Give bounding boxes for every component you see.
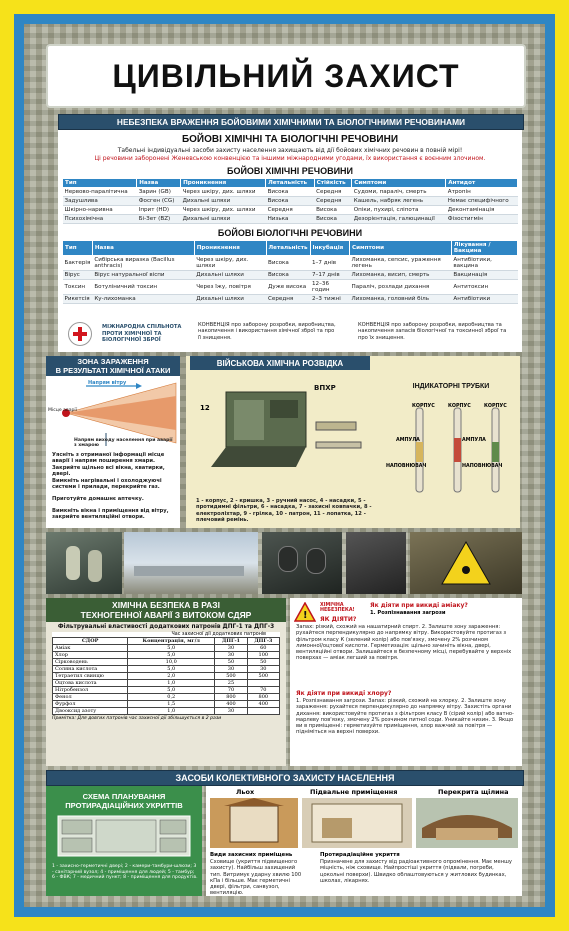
- filter-row: [53, 694, 280, 701]
- filter-row: [53, 666, 280, 673]
- table-cell: Через шкіру, дих. шляхи: [181, 206, 266, 215]
- table-cell: Зарин (GB): [137, 188, 181, 197]
- table-cell: Сірководень: [53, 659, 128, 666]
- table-cell: Середня: [314, 197, 352, 206]
- table-cell: Через їжу, повітря: [194, 280, 266, 295]
- table-cell: Антибіотики, вакцина: [451, 256, 517, 271]
- chem-agents-table: [62, 178, 518, 224]
- filter-row: [53, 652, 280, 659]
- table-cell: Низька: [266, 215, 315, 224]
- poster-title: ЦИВІЛЬНИЙ ЗАХИСТ: [112, 57, 460, 94]
- shelter-floorplan: [56, 814, 192, 860]
- shelter-scheme-panel: [46, 786, 202, 896]
- table-cell: Ку-лихоманка: [92, 295, 194, 304]
- zone-text-2: Вимкніть нагрівальні і охолоджуючі системи і прилади, перекрийте газ.: [52, 478, 162, 491]
- table-cell: 1,0: [128, 708, 215, 715]
- tube-3: [492, 408, 499, 492]
- table-cell: Лихоманка, висип, смерть: [350, 271, 452, 280]
- bio-agent-row: [63, 271, 518, 280]
- table-cell: Бактерія: [63, 256, 93, 271]
- indicator-tubes: [408, 402, 508, 498]
- col-header: Назва: [92, 241, 194, 256]
- kit-compartment: [234, 400, 264, 440]
- filter-row: [53, 659, 280, 666]
- table-cell: Висока: [266, 256, 310, 271]
- kit-base: [211, 447, 306, 467]
- col-header: Інкубація: [310, 241, 350, 256]
- tube-label-korpus-2: КОРПУС: [448, 404, 471, 409]
- zone-text-1: Уясніть з отриманої інформації місце аварії і напрям поширення хмари. Закрийте щільно всі вікна, кватирки, двері.: [52, 452, 165, 477]
- collective-banner: [46, 770, 524, 786]
- table-cell: Фосген (CG): [137, 197, 181, 206]
- tube-label-napovn-2: НАПОВНЮВАЧ: [462, 464, 503, 469]
- photo-radiation-sign: [410, 532, 522, 594]
- filter-table-title: Фільтрувальні властивості додаткових патронів ДПГ-1 та ДПГ-3: [57, 624, 275, 630]
- filter-row: [53, 701, 280, 708]
- filter-row: [53, 687, 280, 694]
- col-header: Симптоми: [352, 179, 446, 188]
- table-cell: Немає специфічного: [446, 197, 518, 206]
- col-header: Проникнення: [194, 241, 266, 256]
- table-cell: 60: [247, 645, 279, 652]
- table-cell: Дихальні шляхи: [181, 215, 266, 224]
- table-cell: Аміак: [53, 645, 128, 652]
- table-cell: Токсин: [63, 280, 93, 295]
- chem-agent-row: [63, 188, 518, 197]
- table-cell: [247, 680, 279, 687]
- table-cell: 2–3 тижні: [310, 295, 350, 304]
- table-cell: 30: [215, 666, 247, 673]
- table-cell: Шкірно-наривна: [63, 206, 137, 215]
- ammonia-title: Як діяти при викиді аміаку?: [370, 602, 468, 609]
- scheme-title: [46, 792, 202, 810]
- bio-agent-row: [63, 280, 518, 295]
- shelter-types-panel: [206, 786, 522, 896]
- col-header: Проникнення: [181, 179, 266, 188]
- table-cell: 1–7 днів: [310, 256, 350, 271]
- recon-panel: [186, 356, 520, 528]
- filter-row: [53, 708, 280, 715]
- table-cell: Тетраетил свинцю: [53, 673, 128, 680]
- scheme-legend: 1 - захисно-герметичні двері; 2 - камери-тамбури-шлюзи; 3 - санітарний вузол; 4 - приміщення для людей; 5 - тамбур; 6 - ФВК; 7 - медичний пункт; 8 - приміщення для продуктів.: [52, 864, 198, 881]
- table-cell: 100: [247, 652, 279, 659]
- table-cell: 400: [247, 701, 279, 708]
- table-cell: Фенол: [53, 694, 128, 701]
- table-cell: 30: [215, 652, 247, 659]
- table-cell: Задушлива: [63, 197, 137, 206]
- scheme-title-2: ПРОТИРАДІАЦІЙНИХ УКРИТТІВ: [65, 801, 183, 810]
- table-cell: Середня: [314, 188, 352, 197]
- table-cell: 500: [215, 673, 247, 680]
- chem-agents-title: БОЙОВІ ХІМІЧНІ РЕЧОВИНИ: [226, 166, 354, 176]
- wind-label: Напрям вітру: [88, 380, 127, 386]
- table-cell: 30: [247, 666, 279, 673]
- table-cell: Параліч, розлади дихання: [350, 280, 452, 295]
- org-label: МІЖНАРОДНА СПІЛЬНОТА ПРОТИ ХІМІЧНОЇ ТА БІОЛОГІЧНОЇ ЗБРОЇ: [102, 324, 182, 344]
- table-cell: 30: [215, 708, 247, 715]
- collective-banner-text: ЗАСОБИ КОЛЕКТИВНОГО ЗАХИСТУ НАСЕЛЕННЯ: [175, 773, 395, 783]
- ammonia-sub: 1. Розпізнавання загрози: [370, 610, 446, 616]
- tab-trench: Перекрита щілина: [438, 788, 509, 796]
- table-cell: Висока: [266, 188, 315, 197]
- table-cell: Атропін: [446, 188, 518, 197]
- table-cell: 800: [247, 694, 279, 701]
- col-header: Симптоми: [350, 241, 452, 256]
- tab-basement: Підвальне приміщення: [310, 788, 398, 796]
- vphr-kit-drawing: [196, 382, 376, 478]
- table-cell: 70: [247, 687, 279, 694]
- table-cell: Дихальні шляхи: [194, 271, 266, 280]
- svg-text:!: !: [303, 610, 308, 621]
- table-cell: Антитоксин: [451, 280, 517, 295]
- ammonia-text: Запах: різкий, схожий на нашатирний спирт. 2. Залиште зону зараження: рухайтеся перпендикулярно до напрямку вітру. Використовуйте протигаз з фільтром класу К (зелений колір) або пов'язку, змочену 2% розчином лимонної/оцтової кислоти. Герметизація: щільно зачиніть вікна, двері, вентиляційні отвори. Залишайтеся в безпечному місці, перебувайте у верхніх поверхах — аміак легший за повітря.: [296, 624, 512, 662]
- chem-agent-row: [63, 215, 518, 224]
- col-header: ДПГ-3: [247, 638, 279, 645]
- agents-intro-1: Табельні індивідуальні засоби захисту населення захищають від дії бойових хімічних речовин в повній мірі!: [117, 147, 463, 154]
- chem-safety-title-1: ХІМІЧНА БЕЗПЕКА В РАЗІ: [112, 600, 220, 610]
- table-cell: 500: [247, 673, 279, 680]
- filter-row: [53, 645, 280, 652]
- vphr-number-12: 12: [200, 404, 210, 412]
- photo-chemical-plant: [124, 532, 258, 594]
- photo-ship: [346, 532, 406, 594]
- trench-drawing: [416, 798, 518, 848]
- table-cell: Висока: [314, 206, 352, 215]
- col-header: Летальність: [266, 241, 310, 256]
- table-cell: Бі-Зет (BZ): [137, 215, 181, 224]
- chem-safety-title: [46, 598, 286, 622]
- col-header: Концентрація, мг/л: [128, 638, 215, 645]
- chem-action-panel: [290, 598, 522, 766]
- warning-icon: [294, 602, 316, 622]
- prur-title: Протирадіаційне укриття: [320, 852, 400, 858]
- radiation-sign-icon: [410, 532, 522, 594]
- table-cell: Фізостигмін: [446, 215, 518, 224]
- tube-label-ampula-2: АМПУЛА: [462, 438, 486, 443]
- table-cell: Нервово-паралітична: [63, 188, 137, 197]
- col-header: Стійкість: [314, 179, 352, 188]
- scheme-title-1: СХЕМА ПЛАНУВАННЯ: [82, 792, 166, 801]
- chem-agent-row: [63, 206, 518, 215]
- table-cell: Дихальні шляхи: [194, 295, 266, 304]
- table-cell: Деконтамінація: [446, 206, 518, 215]
- cellar-drawing: [210, 798, 298, 848]
- col-header: Тип: [63, 179, 137, 188]
- recon-title: ВІЙСЬКОВА ХІМІЧНА РОЗВІДКА: [190, 356, 370, 370]
- table-cell: [247, 708, 279, 715]
- basement-drawing: [302, 798, 412, 848]
- chem-safety-title-2: ТЕХНОГЕННОЇ АВАРІЇ З ВИТОКОМ СДЯР: [80, 610, 252, 620]
- table-cell: 1,5: [128, 701, 215, 708]
- filter-note: Примітка: Для довгих патронів час захисної дії збільшується в 2 рази: [52, 716, 222, 721]
- tube-label-ampula-1: АМПУЛА: [396, 438, 420, 443]
- zone-text-3: Приготуйте домашнє аптечку.: [52, 496, 144, 502]
- col-header: Летальність: [266, 179, 315, 188]
- table-cell: Середня: [266, 295, 310, 304]
- table-cell: 400: [215, 701, 247, 708]
- table-cell: 5,0: [128, 645, 215, 652]
- table-cell: 5,0: [128, 652, 215, 659]
- table-cell: Нітробензол: [53, 687, 128, 694]
- table-cell: Соляна кислота: [53, 666, 128, 673]
- table-cell: Хлор: [53, 652, 128, 659]
- zone-title-line1: ЗОНА ЗАРАЖЕННЯ: [77, 357, 149, 366]
- photo-decontamination: [46, 532, 122, 594]
- col-header: ДПГ-1: [215, 638, 247, 645]
- filter-row: [53, 680, 280, 687]
- prur-text: Призначене для захисту від радіоактивного опромінення. Має меншу міцність, ніж сховище. Найпростіші укриття (підвали, погреби, цокольні поверхи). Швидко облаштовуються у житлових будинках, школах, лікарнях.: [320, 859, 512, 884]
- tube-label-korpus-1: КОРПУС: [412, 404, 435, 409]
- chem-safety-panel: [46, 598, 286, 766]
- table-cell: Судоми, параліч, смерть: [352, 188, 446, 197]
- org-block: [68, 320, 188, 348]
- table-cell: Висока: [314, 215, 352, 224]
- zone-text-4: Вимкніть вікна і приміщення від вітру, закрийте вентиляційні отвори.: [52, 508, 169, 521]
- kit-tube-2: [316, 442, 361, 448]
- wind-arrow-head: [136, 383, 142, 389]
- table-cell: 70: [215, 687, 247, 694]
- col-header: СДОР: [53, 638, 128, 645]
- table-cell: 30: [215, 645, 247, 652]
- kit-legend: 1 - корпус, 2 - кришка, 3 - ручний насос, 4 - насадки, 5 - протидимні фільтри, 6 - насадка, 7 - захисні ковпачки, 8 - електроліхтар, 9 - грілка, 10 - патрон, 11 - лопатка, 12 - плечовий ремінь.: [196, 498, 372, 523]
- table-cell: 50: [247, 659, 279, 666]
- agents-intro-2: Ці речовини заборонені Женевською конвенцією та іншими міжнародними угодами, їх використання є воєнним злочином.: [94, 155, 486, 162]
- table-cell: Висока: [266, 271, 310, 280]
- kinds-title: Види захисних приміщень: [210, 852, 293, 858]
- table-cell: 50: [215, 659, 247, 666]
- col-header: Назва: [137, 179, 181, 188]
- tube-label-korpus-3: КОРПУС: [484, 404, 507, 409]
- table-cell: Фурфол: [53, 701, 128, 708]
- table-cell: Психохімічна: [63, 215, 137, 224]
- table-cell: 7–17 днів: [310, 271, 350, 280]
- table-cell: Оцтова кислота: [53, 680, 128, 687]
- chem-agent-row: [63, 197, 518, 206]
- filter-table: [52, 637, 280, 715]
- exit-label: Напрям виходу населення при аварії з хмарою: [74, 438, 173, 448]
- convention-bio: КОНВЕНЦІЯ про заборону розробки, виробництва та накопичення запасів біологічної та токсинної зброї та про їх знищення.: [358, 322, 507, 341]
- zone-title-line2: В РЕЗУЛЬТАТІ ХІМІЧНОЇ АТАКИ: [55, 366, 171, 375]
- table-cell: 12–36 годин: [310, 280, 350, 295]
- table-cell: Дихальні шляхи: [181, 197, 266, 206]
- convention-chem: КОНВЕНЦІЯ про заборону розробки, виробництва, накопичення і використання хімічної зброї та про її знищення.: [198, 322, 336, 341]
- bio-agent-row: [63, 295, 518, 304]
- table-cell: Рикетсія: [63, 295, 93, 304]
- table-cell: 2,0: [128, 673, 215, 680]
- zone-title: [46, 356, 180, 376]
- table-cell: Кашель, набряк легень: [352, 197, 446, 206]
- warn-question: ЯК ДІЯТИ?: [320, 616, 357, 623]
- tab-cellar: Льох: [236, 788, 255, 796]
- table-cell: Сибірська виразка (Bacillus anthracis): [92, 256, 194, 271]
- table-cell: Лихоманка, сепсис, ураження легень: [350, 256, 452, 271]
- contamination-zone-panel: [46, 356, 180, 528]
- table-cell: 5,0: [128, 666, 215, 673]
- tube-2: [454, 408, 461, 492]
- table-cell: Вакцинація: [451, 271, 517, 280]
- table-cell: Вірус натуральної віспи: [92, 271, 194, 280]
- table-cell: Опіки, пухирі, сліпота: [352, 206, 446, 215]
- table-cell: 10,0: [128, 659, 215, 666]
- table-cell: Через шкіру, дих. шляхи: [181, 188, 266, 197]
- bio-agents-table: [62, 240, 518, 304]
- tube-1: [416, 408, 423, 492]
- kit-tube: [316, 422, 356, 430]
- table-cell: Іприт (HD): [137, 206, 181, 215]
- table-cell: Дезорієнтація, галюцинації: [352, 215, 446, 224]
- warn-label: ХІМІЧНА НЕБЕЗПЕКА!: [320, 603, 355, 613]
- chlorine-title: Як діяти при викиді хлору?: [296, 690, 392, 697]
- table-cell: Двооксид азоту: [53, 708, 128, 715]
- vphr-label: ВПХР: [314, 384, 336, 392]
- tube-label-napovn-1: НАПОВНЮВАЧ: [386, 464, 427, 469]
- kinds-text: Сховище (укриття підвищеного захисту). Найбільш захищений тип. Витримує ударну хвилю 100 кПа і більше. Має герметичні двері, фільтри, санвузол, вентиляцію.: [210, 859, 302, 897]
- red-cross-logo: [68, 322, 92, 346]
- col-header: Лікування / Вакцина: [451, 241, 517, 256]
- table-cell: Вірус: [63, 271, 93, 280]
- table-cell: Антибіотики: [451, 295, 517, 304]
- table-cell: Середня: [266, 206, 315, 215]
- hazard-banner: [58, 114, 524, 130]
- table-cell: 5,0: [128, 687, 215, 694]
- table-cell: 800: [215, 694, 247, 701]
- table-cell: Через шкіру, дих. шляхи: [194, 256, 266, 271]
- col-header: Тип: [63, 241, 93, 256]
- chlorine-text: 1. Розпізнавання загрози. Запах: різкий, схожий на хлорку. 2. Залиште зону зараження: рухайтеся перпендикулярно до напрямку вітру. Захистіть органи дихання: використовуйте протигаз з фільтром класу В (сірий колір) або ватно-марлеву пов'язку, змочену 2% розчином питної соди. Уникайте низин. 3. Якщо ви в приміщенні: герметизуйте приміщення, хлор важчий за повітря — підніміться на верхні поверхи.: [296, 698, 514, 736]
- table-cell: 1,0: [128, 680, 215, 687]
- table-cell: Дуже висока: [266, 280, 310, 295]
- table-cell: Лихоманка, головний біль: [350, 295, 452, 304]
- table-cell: Висока: [266, 197, 315, 206]
- agents-heading: БОЙОВІ ХІМІЧНІ ТА БІОЛОГІЧНІ РЕЧОВИНИ: [181, 134, 399, 145]
- col-header: Антидот: [446, 179, 518, 188]
- kit-pump: [270, 400, 298, 418]
- table-cell: 25: [215, 680, 247, 687]
- hazard-banner-text: НЕБЕЗПЕКА ВРАЖЕННЯ БОЙОВИМИ ХІМІЧНИМИ ТА БІОЛОГІЧНИМИ РЕЧОВИНАМИ: [116, 117, 466, 127]
- bio-agent-row: [63, 256, 518, 271]
- place-label: Місце аварії: [48, 408, 77, 413]
- photo-gas-masks: [262, 532, 342, 594]
- filter-table-caption: Час захисної дії додаткових патронів: [171, 632, 266, 637]
- agents-panel: [58, 130, 522, 352]
- table-cell: 0,2: [128, 694, 215, 701]
- poster-title-box: [46, 44, 526, 108]
- bio-agents-title: БОЙОВІ БІОЛОГІЧНІ РЕЧОВИНИ: [217, 228, 363, 238]
- table-cell: Ботуліничний токсин: [92, 280, 194, 295]
- tubes-title: ІНДИКАТОРНІ ТРУБКИ: [412, 382, 490, 390]
- filter-row: [53, 673, 280, 680]
